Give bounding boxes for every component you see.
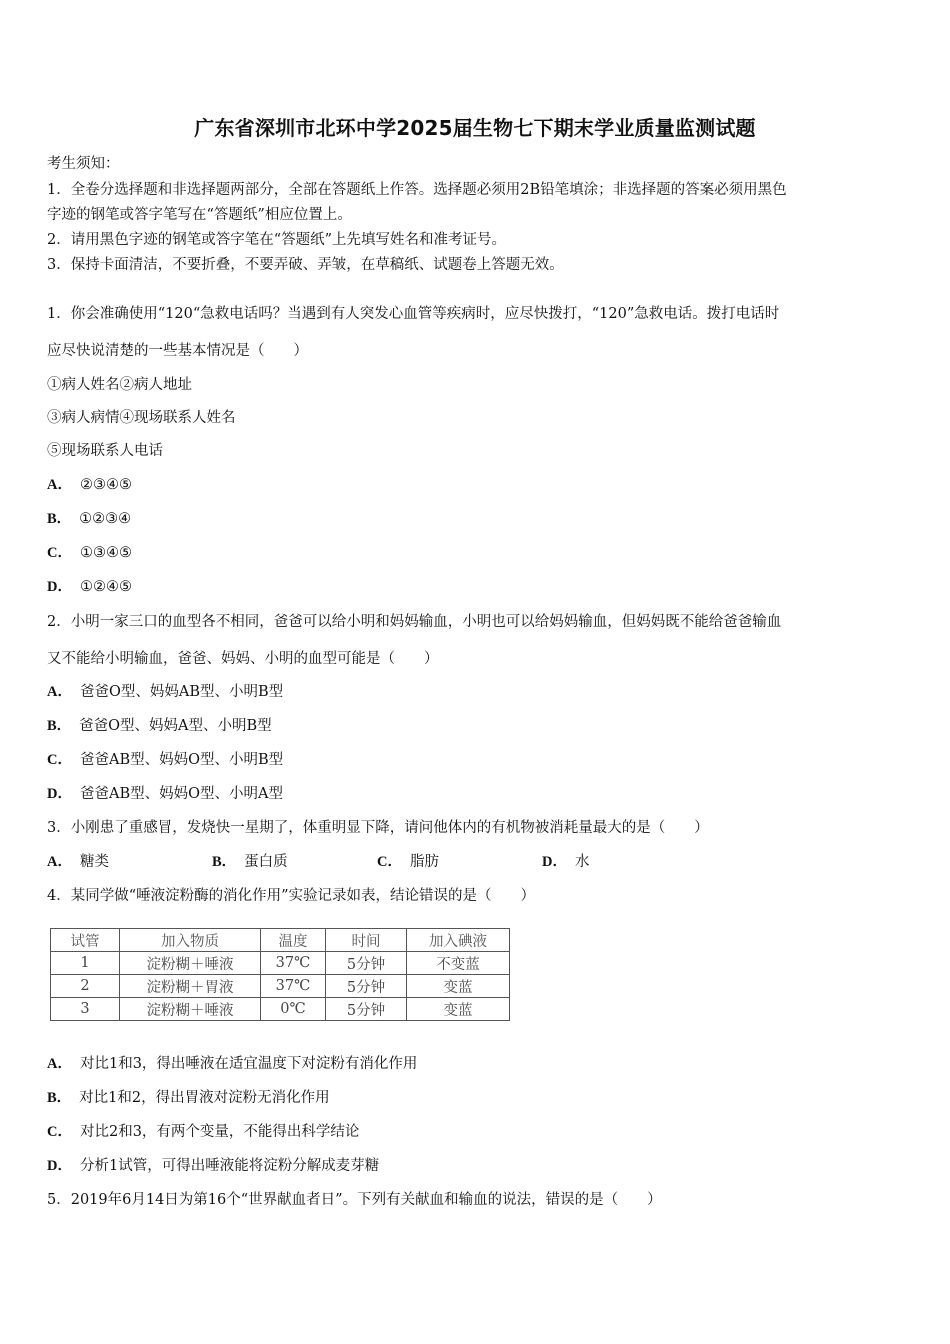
question-1-option-a[interactable]: A． ②③④⑤: [47, 477, 132, 493]
question-4-option-c[interactable]: C． 对比2和3，有两个变量，不能得出科学结论: [47, 1124, 360, 1140]
table-cell: 淀粉糊＋唾液: [120, 998, 261, 1021]
question-3-option-d[interactable]: D． 水: [542, 854, 590, 870]
table-header-cell: 试管: [51, 929, 120, 952]
question-4-option-d[interactable]: D． 分析1试管，可得出唾液能将淀粉分解成麦芽糖: [47, 1158, 380, 1174]
question-4-option-b[interactable]: B． 对比1和2，得出胃液对淀粉无消化作用: [47, 1090, 330, 1106]
table-cell: 5分钟: [326, 998, 407, 1021]
question-1-option-b[interactable]: B． ①②③④: [47, 511, 132, 527]
question-2-stem: 2．小明一家三口的血型各不相同，爸爸可以给小明和妈妈输血，小明也可以给妈妈输血，但妈妈既不能给爸爸输血: [47, 614, 782, 630]
question-1-stem-cont: 应尽快说清楚的一些基本情况是（ ）: [47, 343, 308, 359]
table-cell: 不变蓝: [407, 952, 510, 975]
notice-heading: 考生须知：: [47, 156, 120, 172]
table-header-cell: 时间: [326, 929, 407, 952]
question-1-item: ⑤现场联系人电话: [47, 443, 163, 459]
notice-item: 2．请用黑色字迹的钢笔或答字笔在“答题纸”上先填写姓名和准考证号。: [47, 232, 507, 248]
question-2-stem-cont: 又不能给小明输血，爸爸、妈妈、小明的血型可能是（ ）: [47, 651, 439, 667]
table-cell: 变蓝: [407, 975, 510, 998]
notice-item: 3．保持卡面清洁，不要折叠，不要弄破、弄皱，在草稿纸、试题卷上答题无效。: [47, 257, 564, 273]
question-4-stem: 4．某同学做“唾液淀粉酶的消化作用”实验记录如表，结论错误的是（ ）: [47, 888, 536, 904]
question-3-stem: 3．小刚患了重感冒，发烧快一星期了，体重明显下降，请问他体内的有机物被消耗量最大的是（ ）: [47, 820, 709, 836]
question-4-option-a[interactable]: A． 对比1和3，得出唾液在适宜温度下对淀粉有消化作用: [47, 1056, 418, 1072]
table-row: [51, 975, 510, 998]
table-cell: 0℃: [261, 998, 326, 1021]
question-1-item: ①病人姓名②病人地址: [47, 377, 192, 393]
table-header-cell: 加入物质: [120, 929, 261, 952]
question-3-option-c[interactable]: C． 脂肪: [377, 854, 439, 870]
table-cell: 5分钟: [326, 952, 407, 975]
question-1-option-d[interactable]: D． ①②④⑤: [47, 579, 132, 595]
question-2-option-c[interactable]: C． 爸爸AB型、妈妈O型、小明B型: [47, 752, 284, 768]
page-title: 广东省深圳市北环中学2025届生物七下期末学业质量监测试题: [194, 116, 756, 140]
table-cell: 37℃: [261, 975, 326, 998]
question-2-option-d[interactable]: D． 爸爸AB型、妈妈O型、小明A型: [47, 786, 283, 802]
table-cell: 5分钟: [326, 975, 407, 998]
table-header-row: [51, 929, 510, 952]
question-1-stem: 1．你会准确使用“120“急救电话吗？当遇到有人突发心血管等疾病时，应尽快拨打，“120”急救电话。拨打电话时: [47, 306, 780, 322]
table-row: [51, 952, 510, 975]
question-5-stem: 5．2019年6月14日为第16个“世界献血者日”。下列有关献血和输血的说法，错误的是（ ）: [47, 1192, 662, 1208]
experiment-table: [50, 928, 510, 1021]
table-header-cell: 加入碘液: [407, 929, 510, 952]
table-cell: 1: [51, 952, 120, 975]
question-1-option-c[interactable]: C． ①③④⑤: [47, 545, 132, 561]
question-3-option-b[interactable]: B． 蛋白质: [212, 854, 288, 870]
table-cell: 2: [51, 975, 120, 998]
table-cell: 37℃: [261, 952, 326, 975]
question-1-item: ③病人病情④现场联系人姓名: [47, 410, 236, 426]
question-2-option-b[interactable]: B． 爸爸O型、妈妈A型、小明B型: [47, 718, 272, 734]
table-cell: 3: [51, 998, 120, 1021]
question-3-option-a[interactable]: A． 糖类: [47, 854, 109, 870]
table-cell: 变蓝: [407, 998, 510, 1021]
table-cell: 淀粉糊＋胃液: [120, 975, 261, 998]
table-cell: 淀粉糊＋唾液: [120, 952, 261, 975]
question-2-option-a[interactable]: A． 爸爸O型、妈妈AB型、小明B型: [47, 684, 284, 700]
notice-item: 字迹的钢笔或答字笔写在“答题纸”相应位置上。: [47, 207, 352, 223]
notice-item: 1．全卷分选择题和非选择题两部分，全部在答题纸上作答。选择题必须用2B铅笔填涂；非选择题的答案必须用黑色: [47, 182, 787, 198]
table-row: [51, 998, 510, 1021]
table-header-cell: 温度: [261, 929, 326, 952]
